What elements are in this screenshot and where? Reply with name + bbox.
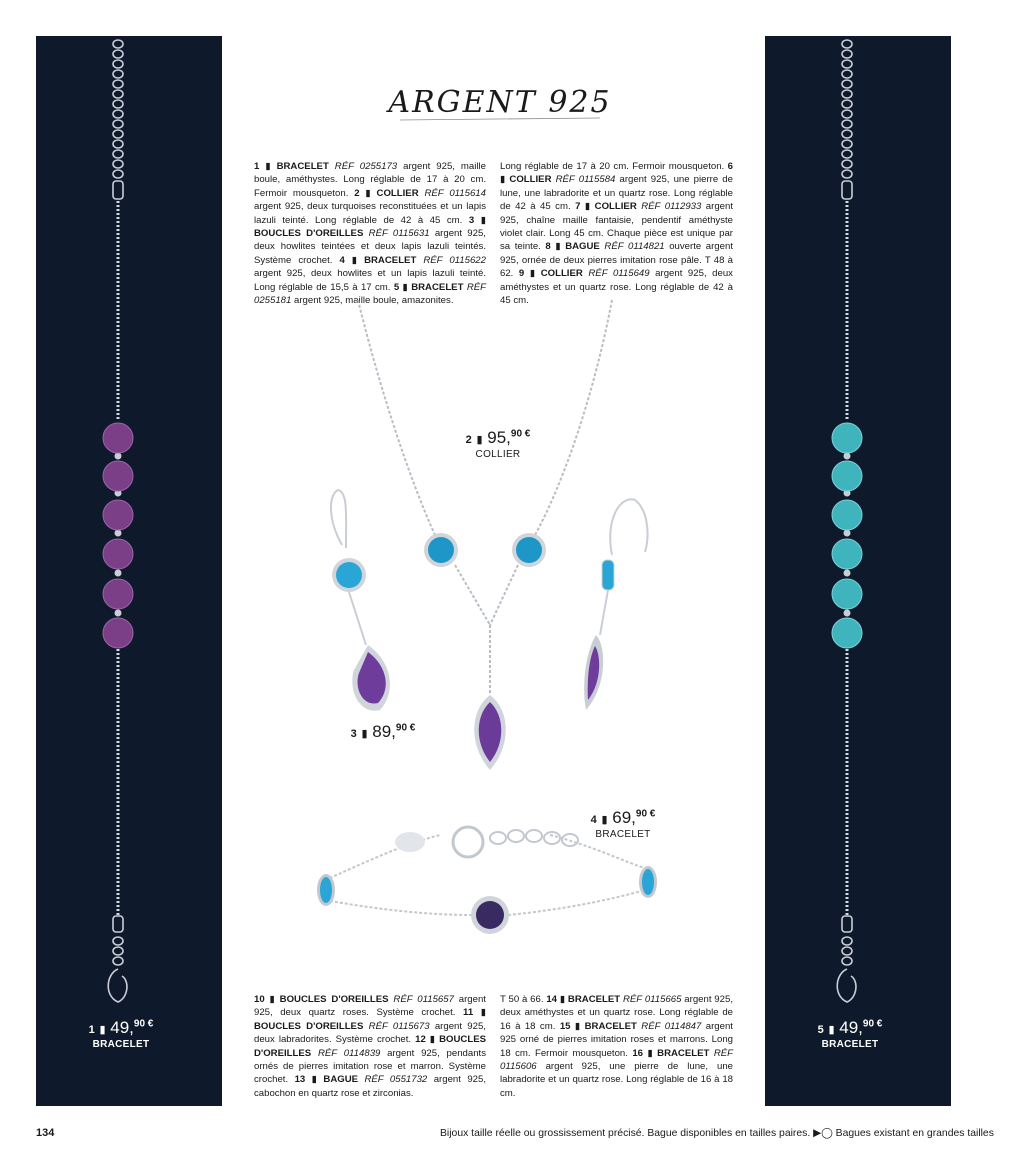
price-label: BRACELET bbox=[92, 1039, 150, 1050]
price-label: BRACELET bbox=[595, 829, 651, 840]
item-reference: RÉF 0115584 bbox=[555, 174, 616, 186]
item-kind: BRACELET bbox=[364, 254, 417, 266]
jewelry-illustration bbox=[250, 290, 750, 960]
price-tag-1: 1 ▮ 49,$^{90 €}$ BRACELET bbox=[76, 1018, 166, 1050]
price-tag-5: 5 ▮ 49,$^{90 €}$ BRACELET bbox=[805, 1018, 895, 1050]
item-number: 4 bbox=[339, 254, 345, 266]
product-description: 16 ▮ BRACELET RÉF 0115606 argent 925, une pierre de lune, une labradorite et un quartz rose. Long réglable de 16 à 18 cm. bbox=[500, 1047, 733, 1099]
price-label: COLLIER bbox=[475, 449, 521, 460]
item-reference: RÉF 0115657 bbox=[393, 994, 454, 1005]
price-tag-3: 3 ▮ 89,$^{90 €}$ bbox=[350, 722, 416, 741]
item-kind: BAGUE bbox=[565, 241, 600, 253]
price-cents: 90 € bbox=[635, 808, 656, 820]
item-description-text: argent 925, deux howlites et un lapis lazuli teinté. Long réglable de 15,5 à 17 cm. bbox=[254, 268, 486, 293]
price-label: BRACELET bbox=[821, 1039, 879, 1050]
footer-note bbox=[440, 1127, 994, 1139]
price-item-number: 5 bbox=[817, 1024, 824, 1036]
item-description-text: argent 925, une pierre de lune, une labradorite et un quartz rose. Long réglable de 16 à 18 cm. bbox=[500, 1061, 733, 1099]
item-number: 14 bbox=[546, 994, 557, 1005]
item-reference: RÉF 0114821 bbox=[604, 241, 665, 253]
price-cents: 90 € bbox=[862, 1018, 883, 1030]
price-item-number: 2 bbox=[465, 434, 472, 446]
item-kind: BRACELET bbox=[657, 1047, 710, 1059]
heading-text: ARGENT 925 bbox=[388, 85, 612, 120]
item-kind: BRACELET bbox=[567, 994, 621, 1005]
product-description: 6 ▮ COLLIER RÉF 0115584 argent 925, une pierre de lune, une labradorite et un quartz rose. Long réglable de 42 à 45 cm. bbox=[500, 161, 733, 213]
item-reference: RÉF 0115614 bbox=[424, 187, 486, 199]
price-item-number: 1 bbox=[88, 1024, 95, 1036]
product-description bbox=[500, 161, 724, 172]
price-euros: 89, bbox=[372, 722, 396, 741]
item-kind: COLLIER bbox=[540, 268, 583, 280]
price-cents: 90 € bbox=[133, 1018, 154, 1030]
product-description: 10 ▮ BOUCLES D'OREILLES RÉF 0115657 argent 925, deux quartz roses. Système crochet. bbox=[254, 994, 486, 1019]
item-reference: RÉF 0114839 bbox=[317, 1047, 381, 1059]
description-column-bottom-right bbox=[500, 993, 733, 1100]
item-kind: BRACELET bbox=[411, 281, 464, 293]
price-item-number: 4 bbox=[590, 814, 597, 826]
item-number: 7 bbox=[575, 201, 581, 213]
item-number: 8 bbox=[545, 241, 551, 253]
bracelet-4-image bbox=[317, 827, 657, 934]
product-description: 9 ▮ COLLIER RÉF 0115649 argent 925, deux améthystes et un quartz rose. Long réglable de 42 à 45 cm. bbox=[500, 268, 733, 307]
item-number: 12 bbox=[415, 1034, 426, 1046]
footer-note-text: Bijoux taille réelle ou grossissement précisé. Bague disponibles en tailles paires. bbox=[440, 1128, 811, 1139]
item-number: 6 bbox=[727, 161, 733, 172]
product-description: 3 ▮ BOUCLES D'OREILLES RÉF 0115631 argent 925, deux howlites teintées et deux lapis lazuli teintés. Système crochet. bbox=[254, 214, 486, 266]
item-description-text: Long réglable de 17 à 20 cm. Fermoir mousqueton. bbox=[500, 161, 725, 172]
item-description-text: argent 925, deux améthystes et un quartz rose. Long réglable de 16 à 18 cm. bbox=[500, 994, 733, 1032]
item-reference: RÉF 0115673 bbox=[368, 1020, 430, 1032]
bracelet-5-panel bbox=[765, 36, 951, 1106]
item-reference: RÉF 0115606 bbox=[500, 1047, 733, 1073]
item-description-text: argent 925, deux quartz roses. Système crochet. bbox=[254, 994, 486, 1019]
item-description-text: argent 925, deux labradorites. Système crochet. bbox=[254, 1020, 486, 1046]
description-column-bottom-left bbox=[254, 993, 486, 1100]
footer-note-text-2: Bagues existant en grandes tailles bbox=[835, 1128, 994, 1139]
item-description-text: argent 925, une pierre de lune, une labradorite et un quartz rose. Long réglable de 42 à 45 cm. bbox=[500, 174, 733, 213]
item-description-text: argent 925 orné de pierres imitation roses et marrons. Long 18 cm. Fermoir mousqueton. bbox=[500, 1020, 733, 1059]
item-reference: RÉF 0115665 bbox=[622, 994, 682, 1005]
item-kind: COLLIER bbox=[594, 201, 637, 213]
product-description: 5 ▮ BRACELET RÉF 0255181 argent 925, maille boule, amazonites. bbox=[254, 281, 486, 307]
product-description: 4 ▮ BRACELET RÉF 0115622 argent 925, deux howlites et un lapis lazuli teinté. Long réglable de 15,5 à 17 cm. bbox=[254, 254, 486, 293]
item-number: 9 bbox=[518, 268, 525, 280]
amazonite-bracelet-image bbox=[765, 36, 951, 1106]
item-reference: RÉF 0551732 bbox=[364, 1074, 428, 1086]
item-kind: BOUCLES D'OREILLES bbox=[254, 1034, 486, 1059]
item-reference: RÉF 0255173 bbox=[334, 161, 398, 172]
item-description-text: argent 925, deux améthystes et un quartz rose. Long réglable de 42 à 45 cm. bbox=[500, 268, 733, 307]
description-column-top-right bbox=[500, 160, 733, 307]
item-reference: RÉF 0255181 bbox=[254, 281, 486, 307]
description-column-top-left bbox=[254, 160, 486, 307]
item-kind: BOUCLES D'OREILLES bbox=[254, 1020, 364, 1032]
item-number: 2 bbox=[354, 187, 360, 199]
item-number: 3 bbox=[468, 214, 475, 226]
amethyst-bracelet-image bbox=[36, 36, 222, 1106]
product-description: 11 ▮ BOUCLES D'OREILLES RÉF 0115673 argent 925, deux labradorites. Système crochet. bbox=[254, 1007, 486, 1046]
price-tag-2: 2 ▮ 95,$^{90 €}$ COLLIER bbox=[448, 428, 548, 460]
item-kind: BOUCLES D'OREILLES bbox=[279, 994, 389, 1005]
item-description-text: argent 925, maille boule, améthystes. Long réglable de 17 à 20 cm. Fermoir mousqueton. bbox=[254, 161, 486, 199]
item-description-text: argent 925, pendants ornés de pierres imitation rose et marron. Système crochet. bbox=[254, 1047, 486, 1086]
product-description: 2 ▮ COLLIER RÉF 0115614 argent 925, deux turquoises reconstituées et un lapis lazuli teinté. Long réglable de 42 à 45 cm. bbox=[254, 187, 486, 226]
product-description: 8 ▮ BAGUE RÉF 0114821 ouverte argent 925, ornée de deux pierres imitation rose pâle. T 48 à 62. bbox=[500, 241, 733, 280]
price-euros: 69, bbox=[612, 808, 636, 827]
item-number: 15 bbox=[559, 1020, 571, 1032]
item-number: 5 bbox=[393, 281, 400, 293]
item-description-text: argent 925, chaîne maille fantaisie, pendentif améthyste violet clair. Long 45 cm. Chaque pièce est unique par sa teinte. bbox=[500, 201, 734, 253]
item-description-text: argent 925, maille boule, amazonites. bbox=[291, 295, 454, 307]
price-item-number: 3 bbox=[350, 728, 357, 740]
item-description-text: argent 925, deux howlites teintées et deux lapis lazuli teintés. Système crochet. bbox=[254, 228, 486, 266]
item-description-text: argent 925, cabochon en quartz rose et zirconias. bbox=[254, 1074, 487, 1099]
item-kind: COLLIER bbox=[376, 187, 419, 199]
earring-side-image bbox=[584, 499, 647, 710]
earring-front-image bbox=[331, 490, 390, 711]
item-number: 11 bbox=[463, 1007, 474, 1019]
item-description-text: T 50 à 66. bbox=[500, 994, 544, 1005]
item-reference: RÉF 0115631 bbox=[368, 228, 430, 240]
price-tag-4: 4 ▮ 69,$^{90 €}$ BRACELET bbox=[573, 808, 673, 840]
bracelet-1-panel bbox=[36, 36, 222, 1106]
product-description bbox=[500, 994, 544, 1005]
item-kind: COLLIER bbox=[509, 174, 552, 186]
item-description-text: argent 925, deux turquoises reconstituées et un lapis lazuli teinté. Long réglable de 42 à 45 cm. bbox=[254, 201, 486, 226]
item-kind: BAGUE bbox=[323, 1074, 359, 1086]
product-description: 1 ▮ BRACELET RÉF 0255173 argent 925, maille boule, améthystes. Long réglable de 17 à 20 cm. Fermoir mousqueton. bbox=[254, 161, 486, 199]
item-number: 1 bbox=[254, 161, 260, 172]
price-euros: 49, bbox=[839, 1018, 863, 1037]
price-cents: 90 € bbox=[395, 722, 416, 734]
product-description: 14 ▮ BRACELET RÉF 0115665 argent 925, deux améthystes et un quartz rose. Long réglable de 16 à 18 cm. bbox=[500, 994, 733, 1032]
item-kind: BRACELET bbox=[584, 1020, 637, 1032]
item-reference: RÉF 0115622 bbox=[423, 254, 486, 266]
product-description: 15 ▮ BRACELET RÉF 0114847 argent 925 orné de pierres imitation roses et marrons. Long 18 cm. Fermoir mousqueton. bbox=[500, 1020, 733, 1059]
price-euros: 95, bbox=[487, 428, 511, 447]
item-number: 10 bbox=[254, 994, 265, 1005]
item-kind: BOUCLES D'OREILLES bbox=[254, 228, 364, 240]
product-description: 13 ▮ BAGUE RÉF 0551732 argent 925, cabochon en quartz rose et zirconias. bbox=[254, 1074, 487, 1099]
product-description: 12 ▮ BOUCLES D'OREILLES RÉF 0114839 argent 925, pendants ornés de pierres imitation rose et marron. Système crochet. bbox=[254, 1034, 486, 1086]
price-euros: 49, bbox=[110, 1018, 134, 1037]
item-reference: RÉF 0112933 bbox=[641, 201, 702, 213]
item-reference: RÉF 0114847 bbox=[641, 1020, 702, 1032]
big-size-icon: ▶◯ bbox=[813, 1128, 833, 1139]
item-number: 16 bbox=[632, 1047, 644, 1059]
necklace-image bbox=[358, 300, 612, 770]
item-number: 13 bbox=[294, 1074, 306, 1086]
item-kind: BRACELET bbox=[276, 161, 329, 172]
item-description-text: ouverte argent 925, ornée de deux pierres imitation rose pâle. T 48 à 62. bbox=[500, 241, 733, 280]
page-heading bbox=[380, 76, 620, 130]
page-number: 134 bbox=[36, 1127, 55, 1139]
price-cents: 90 € bbox=[510, 428, 531, 440]
item-reference: RÉF 0115649 bbox=[588, 268, 650, 280]
product-description: 7 ▮ COLLIER RÉF 0112933 argent 925, chaîne maille fantaisie, pendentif améthyste violet clair. Long 45 cm. Chaque pièce est unique par sa teinte. bbox=[500, 201, 734, 253]
